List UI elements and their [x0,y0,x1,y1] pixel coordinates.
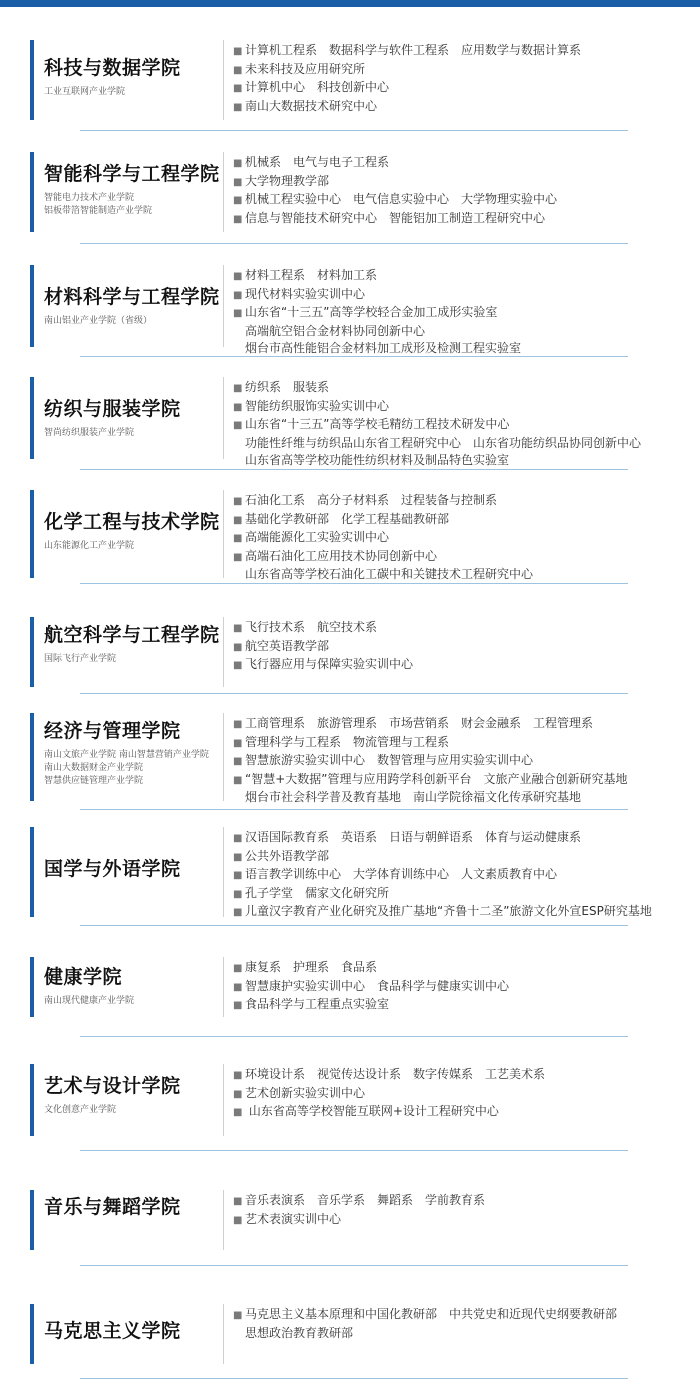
department-list [233,267,521,358]
department-item [233,715,628,734]
department-text: 工商管理系 旅游管理系 市场营销系 财会金融系 工程管理系 [245,716,594,730]
bullet-square-icon: ■ [233,158,243,169]
bullet-square-icon: ■ [233,623,243,634]
industry-college-list [44,86,181,99]
bullet-square-icon: ■ [233,176,243,188]
bullet-square-icon: ■ [233,1088,243,1100]
industry-college-list [44,1104,181,1117]
bullet-square-icon: ■ [233,551,243,563]
industry-college-list [44,749,209,788]
department-item [233,191,557,210]
college-name: 健康学院 [44,966,123,988]
department-item [233,548,533,567]
department-text: 山东省“十三五”高等学校轻合金加工成形实验室 [245,305,498,319]
college-header [30,377,181,459]
department-text: 公共外语教学部 [245,848,330,863]
bullet-square-icon: ■ [233,514,243,526]
industry-college-list [44,427,181,440]
bullet-square-icon: ■ [233,83,243,94]
department-item [233,1325,617,1343]
industry-college-name: 文化创意产业学院 [44,1105,117,1115]
vertical-divider [223,957,224,1017]
department-item [233,210,557,229]
department-text: 山东省高等学校智能互联网+设计工程研究中心 [245,1104,499,1118]
bullet-square-icon: ■ [233,420,243,431]
department-text: 功能性纤维与纺织品山东省工程研究中心 山东省功能纺织品协同创新中心 [245,435,642,450]
department-item [233,903,652,922]
department-item [233,98,581,117]
vertical-divider [223,152,224,232]
college-name: 化学工程与技术学院 [44,511,220,533]
vertical-divider [223,1304,224,1364]
bullet-square-icon: ■ [233,719,243,730]
bullet-square-icon: ■ [233,308,243,319]
department-item [233,492,533,511]
department-list [233,1066,545,1122]
department-item [233,79,581,98]
department-list [233,959,509,1015]
college-header [30,40,181,120]
department-list [233,1192,485,1229]
department-text: 汉语国际教育系 英语系 日语与朝鲜语系 体育与运动健康系 [245,830,582,844]
department-item [233,1085,545,1104]
bullet-square-icon: ■ [233,195,243,206]
department-list [233,42,581,116]
department-text: 儿童汉字教育产业化研究及推广基地“齐鲁十二圣”旅游文化外宣ESP研究基地 [245,904,652,918]
college-name: 纺织与服装学院 [44,398,181,420]
department-text: 现代材料实验实训中心 [245,286,366,301]
bullet-square-icon: ■ [233,737,243,749]
department-item [233,789,628,807]
vertical-divider [223,827,224,917]
department-item [233,340,521,358]
bullet-square-icon: ■ [233,851,243,863]
industry-college-name: 山东能源化工产业学院 [44,541,135,551]
department-list [233,154,557,228]
section-divider [80,469,628,470]
section-divider [80,583,628,584]
section-divider [80,693,628,694]
bullet-square-icon: ■ [233,383,243,394]
top-accent-bar [0,0,700,7]
college-header [30,1304,181,1364]
bullet-square-icon: ■ [233,1196,243,1207]
bullet-square-icon: ■ [233,213,243,225]
department-text: 艺术表演实训中心 [245,1211,342,1226]
college-header [30,713,209,801]
college-name: 智能科学与工程学院 [44,163,220,185]
department-text: 机械系 电气与电子工程系 [245,155,390,169]
department-text: 飞行技术系 航空技术系 [245,620,378,634]
department-list [233,619,413,675]
department-text: 机械工程实验中心 电气信息实验中心 大学物理实验中心 [245,192,558,206]
department-list [233,379,641,470]
college-header [30,827,181,917]
department-text: 高端能源化工实验实训中心 [245,530,390,544]
bullet-square-icon: ■ [233,1310,243,1321]
department-text: 管理科学与工程系 物流管理与工程系 [245,734,450,749]
department-text: 音乐表演系 音乐学系 舞蹈系 学前教育系 [245,1193,486,1207]
industry-college-name: 南山文旅产业学院 南山智慧营销产业学院 [44,750,209,760]
department-text: 计算机工程系 数据科学与软件工程系 应用数学与数据计算系 [245,43,582,57]
department-item [233,996,509,1015]
department-text: 石油化工系 高分子材料系 过程装备与控制系 [245,493,498,507]
vertical-divider [223,377,224,459]
bullet-square-icon: ■ [233,963,243,974]
department-item [233,829,652,848]
college-name: 科技与数据学院 [44,57,181,79]
college-name: 国学与外语学院 [44,858,181,880]
department-item [233,848,652,867]
department-item [233,752,628,771]
department-item [233,1066,545,1085]
department-text: 智慧旅游实验实训中心 数智管理与应用实验实训中心 [245,753,534,767]
department-item [233,1211,485,1230]
department-item [233,173,557,192]
department-list [233,492,533,584]
department-text: 高端石油化工应用技术协同创新中心 [245,548,438,563]
department-text: 环境设计系 视觉传达设计系 数字传媒系 工艺美术系 [245,1067,546,1081]
department-item [233,734,628,753]
industry-college-list [44,995,134,1008]
department-item [233,885,652,904]
bullet-square-icon: ■ [233,981,243,993]
section-divider [80,1150,628,1151]
department-text: 智能纺织服饰实验实训中心 [245,398,390,413]
bullet-square-icon: ■ [233,271,243,282]
industry-college-list [44,540,220,553]
department-item [233,866,652,885]
department-text: 计算机中心 科技创新中心 [245,80,390,94]
department-text: 基础化学教研部 化学工程基础教研部 [245,511,450,526]
bullet-square-icon: ■ [233,1070,243,1081]
industry-college-name: 南山铝业产业学院（省级） [44,316,153,326]
department-text: 思想政治教育教研部 [245,1325,354,1340]
department-item [233,435,641,453]
department-item [233,978,509,997]
department-item [233,267,521,286]
college-header [30,490,220,578]
industry-college-name: 智能电力技术产业学院 [44,193,135,203]
industry-college-list [44,315,220,328]
bullet-square-icon: ■ [233,496,243,507]
vertical-divider [223,490,224,578]
bullet-square-icon: ■ [233,774,243,786]
bullet-square-icon: ■ [233,401,243,413]
vertical-divider [223,40,224,120]
section-divider [80,1378,628,1379]
department-item [233,61,581,80]
department-text: 山东省高等学校功能性纺织材料及制品特色实验室 [245,453,510,467]
department-text: 烟台市社会科学普及教育基地 南山学院徐福文化传承研究基地 [245,790,582,804]
department-text: 山东省高等学校石油化工碳中和关键技术工程研究中心 [245,567,534,581]
department-list [233,829,652,922]
vertical-divider [223,1190,224,1250]
department-text: 艺术创新实验实训中心 [245,1085,366,1100]
department-text: 飞行器应用与保障实验实训中心 [245,657,414,671]
section-divider [80,1265,628,1266]
college-name: 艺术与设计学院 [44,1075,181,1097]
industry-college-name: 智尚纺织服装产业学院 [44,428,135,438]
vertical-divider [223,713,224,801]
college-header [30,265,220,347]
college-name: 经济与管理学院 [44,720,181,742]
bullet-square-icon: ■ [233,888,243,900]
department-text: “智慧+大数据”管理与应用跨学科创新平台 文旅产业融合创新研究基地 [245,771,628,786]
department-item [233,619,413,638]
department-item [233,1192,485,1211]
department-text: 马克思主义基本原理和中国化教研部 中共党史和近现代史纲要教研部 [245,1307,618,1321]
section-divider [80,809,628,810]
bullet-square-icon: ■ [233,907,243,918]
college-name: 材料科学与工程学院 [44,286,220,308]
college-name: 马克思主义学院 [44,1320,181,1342]
section-divider [80,356,628,357]
industry-college-name: 南山大数据财金产业学院 [44,763,144,773]
department-text: 山东省“十三五”高等学校毛精纺工程技术研发中心 [245,417,510,431]
college-header [30,617,220,687]
department-item [233,398,641,417]
industry-college-name: 南山现代健康产业学院 [44,996,135,1006]
department-item [233,323,521,341]
industry-college-list [44,653,220,666]
bullet-square-icon: ■ [233,641,243,653]
department-item [233,416,641,435]
section-divider [80,925,628,926]
industry-college-name: 铝板带箔智能制造产业学院 [44,206,153,216]
department-item [233,771,628,790]
bullet-square-icon: ■ [233,1000,243,1011]
department-text: 智慧康护实验实训中心 食品科学与健康实训中心 [245,978,510,993]
department-text: 食品科学与工程重点实验室 [245,997,390,1011]
industry-college-name: 智慧供应链管理产业学院 [44,776,144,786]
department-text: 纺织系 服装系 [245,380,330,394]
bullet-square-icon: ■ [233,1214,243,1226]
bullet-square-icon: ■ [233,870,243,881]
bullet-square-icon: ■ [233,64,243,76]
department-item [233,42,581,61]
vertical-divider [223,265,224,347]
department-item [233,959,509,978]
department-item [233,304,521,323]
department-item [233,452,641,470]
department-list [233,1306,617,1342]
industry-college-name: 国际飞行产业学院 [44,654,117,664]
industry-college-list [44,192,220,218]
department-item [233,1306,617,1325]
bullet-square-icon: ■ [233,46,243,57]
vertical-divider [223,1064,224,1136]
bullet-square-icon: ■ [233,533,243,544]
department-item [233,154,557,173]
college-name: 音乐与舞蹈学院 [44,1196,181,1218]
vertical-divider [223,617,224,687]
college-header [30,1064,181,1136]
college-name: 航空科学与工程学院 [44,624,220,646]
department-text: 未来科技及应用研究所 [245,61,366,76]
department-text: 康复系 护理系 食品系 [245,960,378,974]
department-item [233,656,413,675]
department-item [233,511,533,530]
section-divider [80,130,628,131]
college-header [30,957,134,1017]
department-text: 航空英语教学部 [245,638,330,653]
department-item [233,379,641,398]
college-header [30,1190,181,1250]
department-text: 大学物理教学部 [245,173,330,188]
department-item [233,638,413,657]
department-text: 烟台市高性能铝合金材料加工成形及检测工程实验室 [245,341,522,355]
section-divider [80,243,628,244]
section-divider [80,1036,628,1037]
bullet-square-icon: ■ [233,289,243,301]
department-text: 孔子学堂 儒家文化研究所 [245,885,390,900]
department-text: 语言教学训练中心 大学体育训练中心 人文素质教育中心 [245,867,558,881]
industry-college-name: 工业互联网产业学院 [44,87,126,97]
bullet-square-icon: ■ [233,756,243,767]
department-list [233,715,628,807]
bullet-square-icon: ■ [233,101,243,113]
department-item [233,286,521,305]
bullet-square-icon: ■ [233,833,243,844]
bullet-square-icon: ■ [233,1107,243,1118]
department-item [233,1103,545,1122]
college-header [30,152,220,232]
department-text: 信息与智能技术研究中心 智能铝加工制造工程研究中心 [245,210,546,225]
bullet-square-icon: ■ [233,660,243,671]
department-text: 高端航空铝合金材料协同创新中心 [245,323,426,338]
department-text: 南山大数据技术研究中心 [245,98,378,113]
department-item [233,529,533,548]
department-text: 材料工程系 材料加工系 [245,268,378,282]
department-item [233,566,533,584]
